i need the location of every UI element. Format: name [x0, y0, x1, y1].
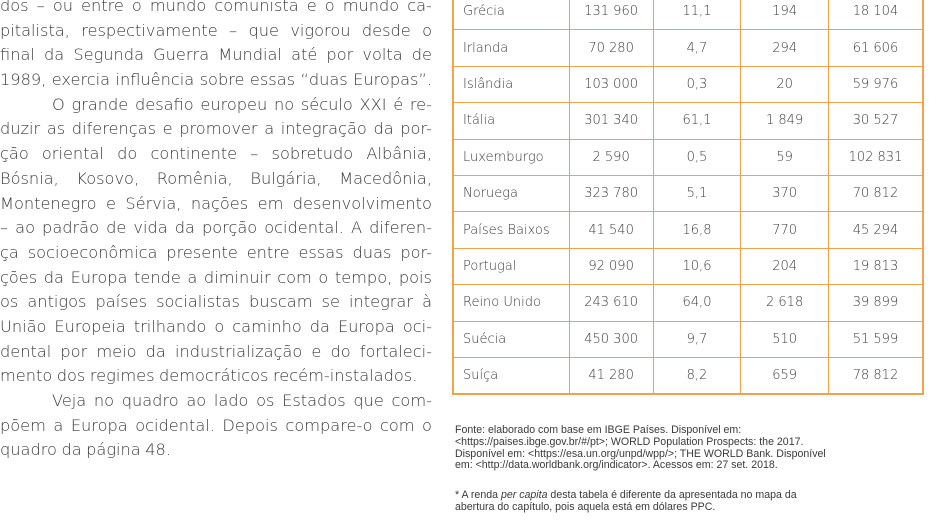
table-row [453, 139, 923, 175]
value-cell: 770 [741, 212, 829, 248]
body-line: dental por meio da industrialização e do fortaleci- [0, 341, 432, 361]
body-line: final da Segunda Guerra Mundial até por volta de [0, 45, 432, 65]
value-cell: 39 899 [828, 285, 923, 321]
body-text-column [0, 0, 432, 463]
value-cell: 9,7 [653, 321, 741, 357]
table-row [453, 103, 923, 139]
value-cell: 0,3 [653, 66, 741, 102]
value-cell: 370 [741, 175, 829, 211]
body-line: – ao padrão de vida da porção ocidental. A diferen- [0, 218, 432, 238]
country-cell: Itália [453, 103, 569, 139]
country-cell: Suíça [453, 357, 569, 394]
value-cell: 18 104 [828, 0, 923, 30]
country-cell: Noruega [453, 175, 569, 211]
table-row [453, 212, 923, 248]
table-row [453, 30, 923, 66]
country-cell: Países Baixos [453, 212, 569, 248]
source-note-line: em: <http://data.worldbank.org/indicator>. Acessos em: 27 set. 2018. [455, 459, 778, 472]
table-row [453, 175, 923, 211]
body-line: ção oriental do continente – sobretudo Albânia, [0, 144, 432, 164]
value-cell: 103 000 [569, 66, 653, 102]
body-line: põem a Europa ocidental. Depois compare-o com o [0, 415, 432, 435]
source-note [455, 425, 925, 472]
value-cell: 10,6 [653, 248, 741, 284]
value-cell: 323 780 [569, 175, 653, 211]
body-line: duzir as diferenças e promover a integração da por- [0, 119, 432, 139]
value-cell: 301 340 [569, 103, 653, 139]
value-cell: 102 831 [828, 139, 923, 175]
table-row [453, 357, 923, 394]
table-row [453, 285, 923, 321]
value-cell: 41 540 [569, 212, 653, 248]
body-line: União Europeia trilhando o caminho da Europa oci- [0, 316, 432, 336]
table-row [453, 66, 923, 102]
body-line: quadro da página 48. [0, 440, 171, 460]
country-cell: Luxemburgo [453, 139, 569, 175]
value-cell: 204 [741, 248, 829, 284]
body-line: mento dos regimes democráticos recém-instalados. [0, 366, 418, 386]
value-cell: 2 618 [741, 285, 829, 321]
country-cell: Suécia [453, 321, 569, 357]
body-line: ça socioeconômica presente entre essas duas por- [0, 242, 432, 262]
value-cell: 45 294 [828, 212, 923, 248]
footnote-suffix: desta tabela é diferente da apresentada no mapa da [547, 489, 797, 501]
country-cell: Irlanda [453, 30, 569, 66]
value-cell: 61,1 [653, 103, 741, 139]
countries-table [452, 0, 924, 395]
value-cell: 11,1 [653, 0, 741, 30]
value-cell: 450 300 [569, 321, 653, 357]
value-cell: 70 812 [828, 175, 923, 211]
value-cell: 5,1 [653, 175, 741, 211]
value-cell: 4,7 [653, 30, 741, 66]
footnote-line-2: abertura do capítulo, pois aquela está em dólares PPC. [455, 500, 716, 513]
countries-table-container [452, 0, 925, 395]
country-cell: Reino Unido [453, 285, 569, 321]
body-line: Veja no quadro ao lado os Estados que com- [52, 391, 432, 410]
body-line: pitalista, respectivamente – que vigorou desde o [0, 20, 432, 40]
source-note-line: Fonte: elaborado com base em IBGE Países. Disponível em: [455, 424, 742, 436]
source-note-line: Disponível em: <https://esa.un.org/unpd/wpp/>; THE WORLD Bank. Disponível [455, 447, 826, 460]
body-line: O grande desafio europeu no século XXI é re- [52, 94, 432, 114]
table-row [453, 321, 923, 357]
body-line: os antigos países socialistas buscam se integrar à [0, 292, 432, 312]
footnote [455, 490, 925, 514]
source-note-line: <https://paises.ibge.gov.br/#/pt>; WORLD Population Prospects: the 2017. [455, 435, 804, 448]
value-cell: 294 [741, 30, 829, 66]
value-cell: 70 280 [569, 30, 653, 66]
table-row [453, 248, 923, 284]
country-cell: Islândia [453, 66, 569, 102]
countries-table-body [453, 0, 923, 394]
body-line: ções da Europa tende a diminuir com o tempo, pois [0, 267, 432, 287]
value-cell: 131 960 [569, 0, 653, 30]
value-cell: 0,5 [653, 139, 741, 175]
value-cell: 243 610 [569, 285, 653, 321]
value-cell: 510 [741, 321, 829, 357]
value-cell: 59 [741, 139, 829, 175]
body-line: Bósnia, Kosovo, Romênia, Bulgária, Macedônia, [0, 168, 432, 188]
value-cell: 41 280 [569, 357, 653, 394]
value-cell: 92 090 [569, 248, 653, 284]
value-cell: 1 849 [741, 103, 829, 139]
value-cell: 8,2 [653, 357, 741, 394]
body-line: Montenegro e Sérvia, nações em desenvolvimento [0, 193, 432, 213]
body-line: 1989, exercia influência sobre essas “duas Europas”. [0, 70, 432, 90]
value-cell: 78 812 [828, 357, 923, 394]
value-cell: 61 606 [828, 30, 923, 66]
value-cell: 30 527 [828, 103, 923, 139]
country-cell: Portugal [453, 248, 569, 284]
value-cell: 2 590 [569, 139, 653, 175]
value-cell: 659 [741, 357, 829, 394]
body-line: dos – ou entre o mundo comunista e o mundo ca- [0, 0, 432, 15]
value-cell: 194 [741, 0, 829, 30]
table-row [453, 0, 923, 30]
value-cell: 20 [741, 66, 829, 102]
value-cell: 19 813 [828, 248, 923, 284]
footnote-prefix: * A renda [455, 489, 501, 501]
country-cell: Grécia [453, 0, 569, 30]
value-cell: 16,8 [653, 212, 741, 248]
value-cell: 51 599 [828, 321, 923, 357]
value-cell: 59 976 [828, 66, 923, 102]
value-cell: 64,0 [653, 285, 741, 321]
footnote-italic-term: per capita [500, 489, 548, 501]
